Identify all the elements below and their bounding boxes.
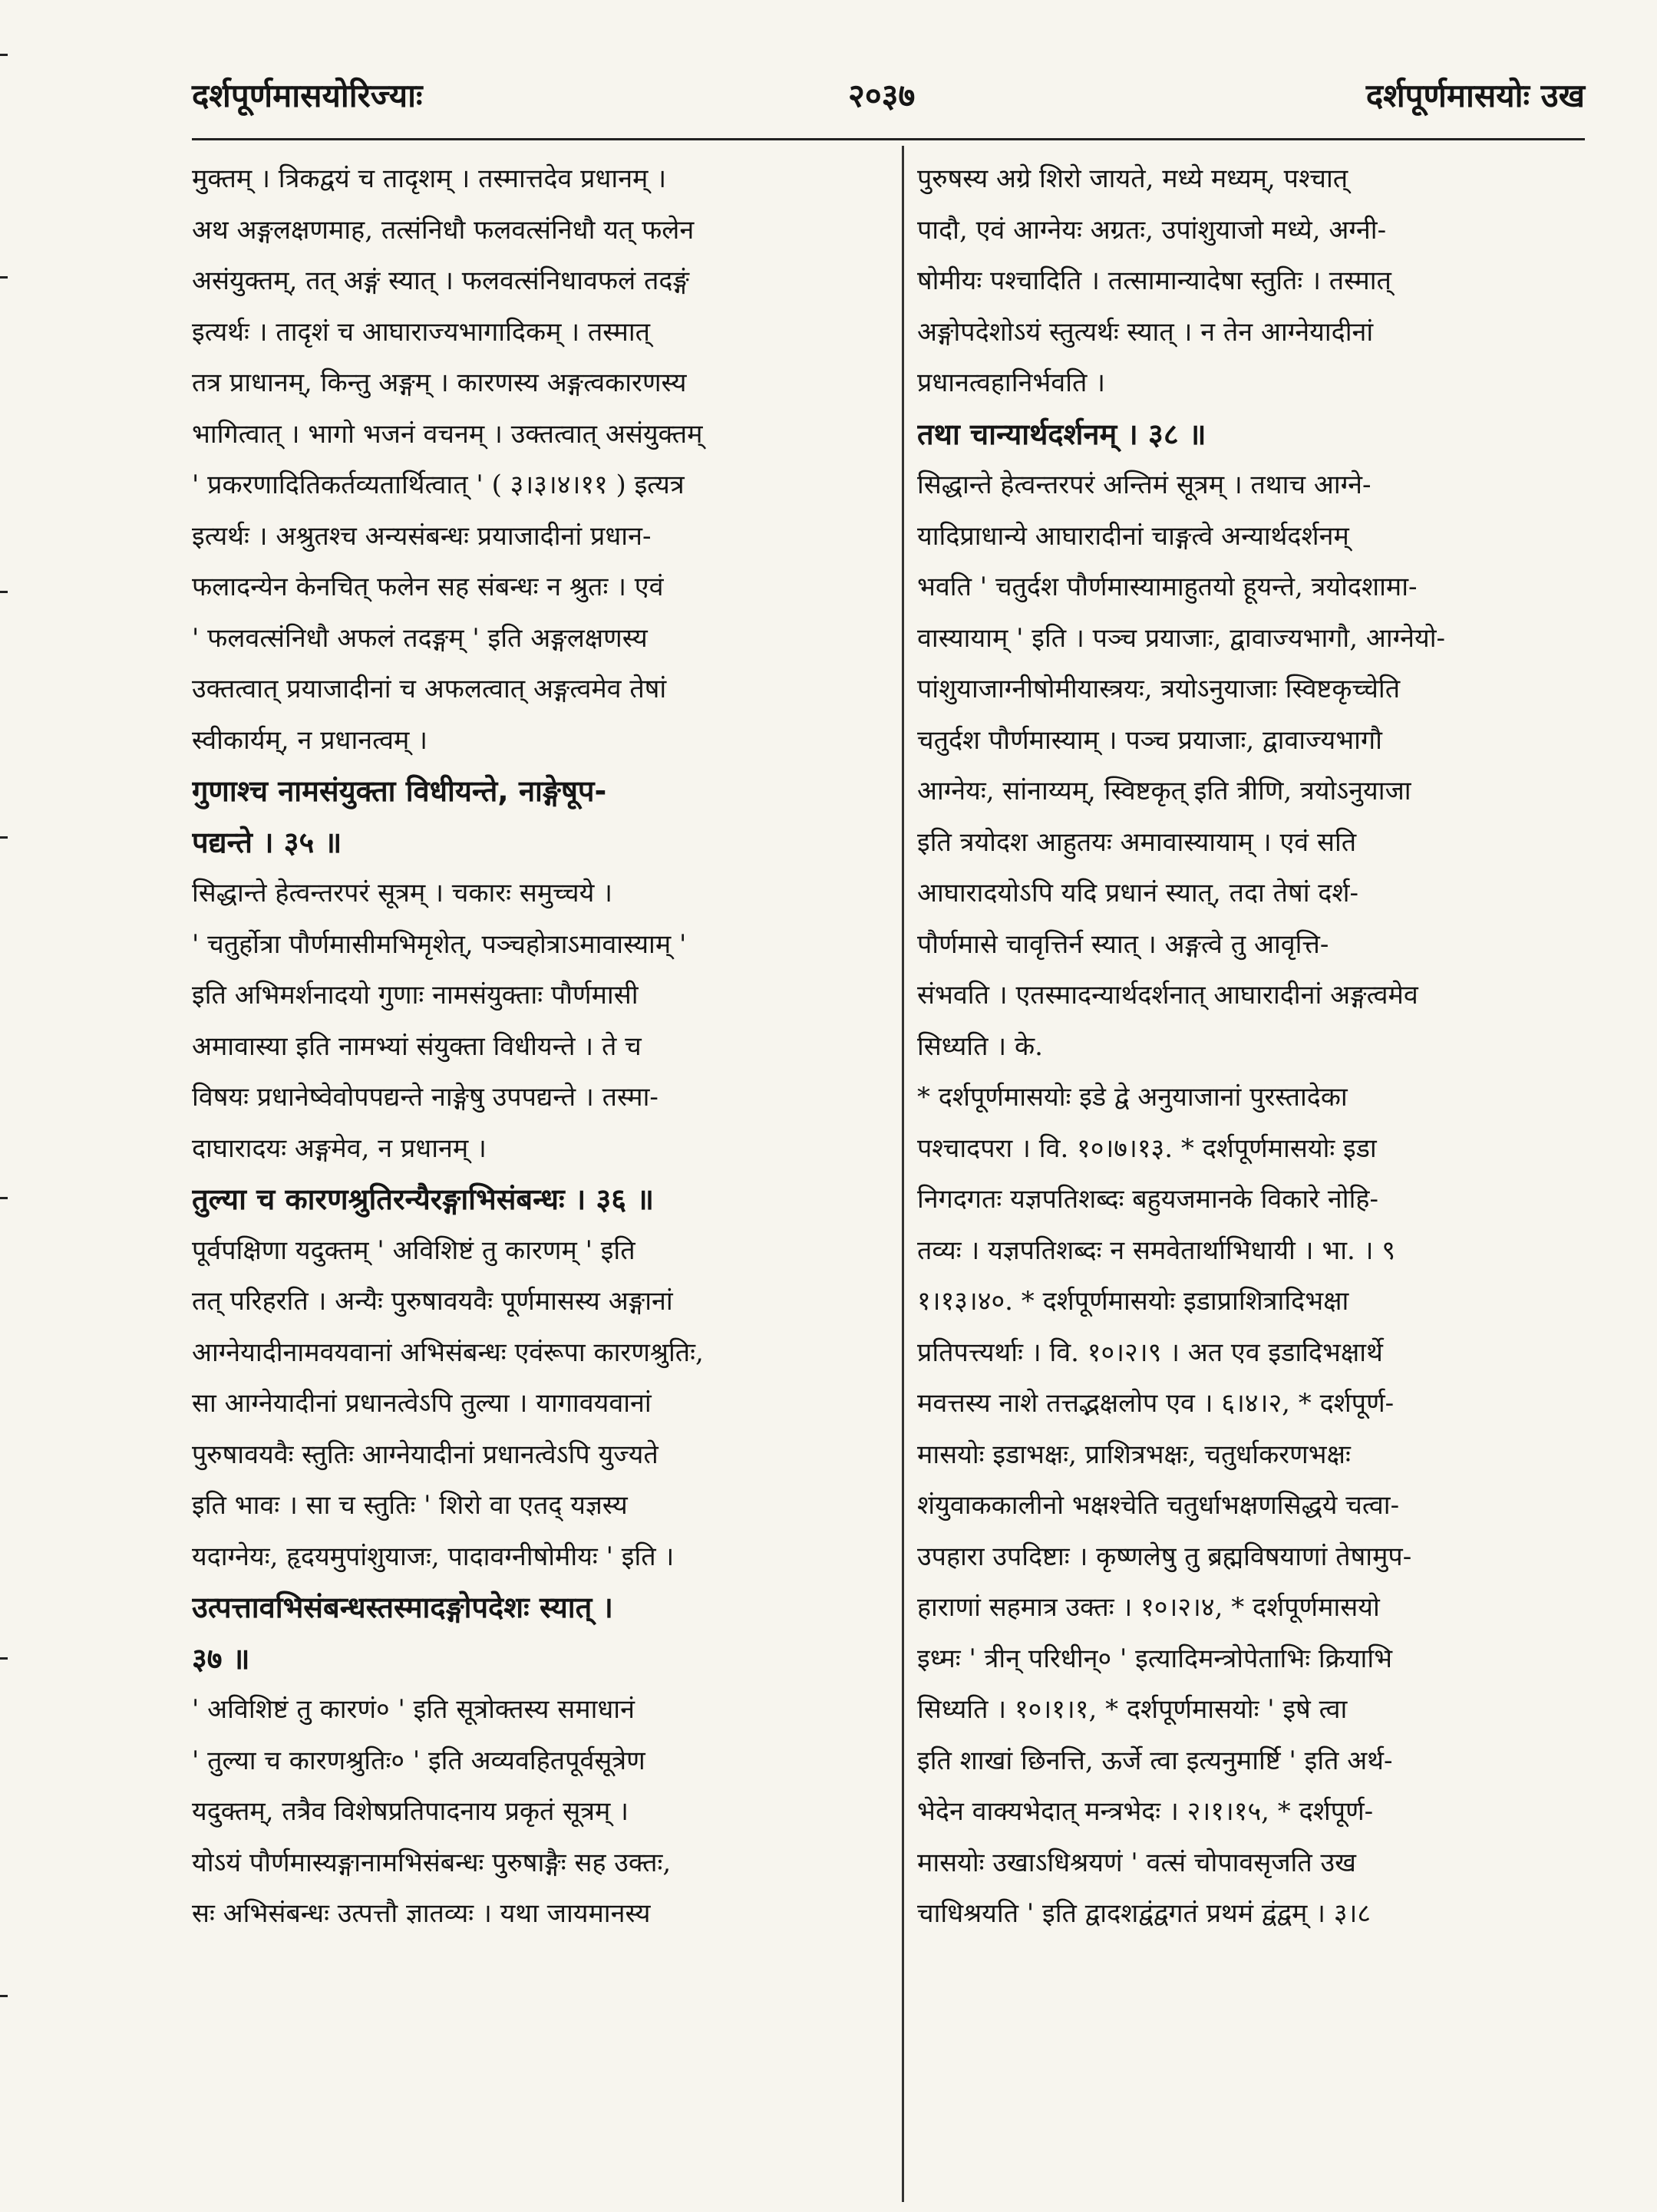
text-line: चतुर्दश पौर्णमास्याम् । पञ्च प्रयाजाः, द्वावाज्यभागौ xyxy=(917,724,1382,756)
text-line: इति शाखां छिनत्ति, ऊर्जे त्वा इत्यनुमार्ष्टि ' इति अर्थ- xyxy=(917,1745,1393,1776)
text-line: ' अविशिष्टं तु कारणं० ' इति सूत्रोक्तस्य समाधानं xyxy=(192,1694,635,1725)
sutra-line: ३७ ॥ xyxy=(192,1641,250,1676)
text-line: तत्र प्राधानम्, किन्तु अङ्गम् । कारणस्य अङ्गत्वकारणस्य xyxy=(192,368,687,398)
edge-mark xyxy=(0,1197,8,1199)
text-line: शंयुवाककालीनो भक्षश्चेति चतुर्धाभक्षणसिद्धये चत्वा- xyxy=(917,1490,1400,1521)
text-line: पुरुषस्य अग्रे शिरो जायते, मध्ये मध्यम्, पश्चात् xyxy=(917,163,1348,194)
text-line: मुक्तम् । त्रिकद्वयं च तादृशम् । तस्मात्तदेव प्रधानम् । xyxy=(192,163,667,194)
text-line: सिद्धान्ते हेत्वन्तरपरं सूत्रम् । चकारः समुच्चये । xyxy=(192,878,612,908)
column-divider xyxy=(902,146,904,2202)
text-line: आघारादयोऽपि यदि प्रधानं स्यात्, तदा तेषां दर्श- xyxy=(917,878,1358,908)
text-line: फलादन्येन केनचित् फलेन सह संबन्धः न श्रुतः । एवं xyxy=(192,572,664,602)
text-line: तव्यः । यज्ञपतिशब्दः न समवेतार्थाभिधायी । भा. । ९ xyxy=(917,1235,1396,1266)
text-line: इति त्रयोदश आहुतयः अमावास्यायाम् । एवं सति xyxy=(917,826,1357,858)
text-line: ' फलवत्संनिधौ अफलं तदङ्गम् ' इति अङ्गलक्षणस्य xyxy=(192,622,648,654)
sutra-line: गुणाश्च नामसंयुक्ता विधीयन्ते, नाङ्गेषूप- xyxy=(192,774,607,808)
text-line: सिध्यति । १०।१।१, * दर्शपूर्णमासयोः ' इषे त्वा xyxy=(917,1694,1348,1725)
text-line: भागित्वात् । भागो भजनं वचनम् । उक्तत्वात् असंयुक्तम् xyxy=(192,418,703,450)
text-line: १।१३।४०. * दर्शपूर्णमासयोः इडाप्राशित्रादिभक्षा xyxy=(917,1286,1349,1317)
text-line: पांशुयाजाग्नीषोमीयास्त्रयः, त्रयोऽनुयाजाः स्विष्टकृच्चेति xyxy=(917,674,1401,704)
text-line: विषयः प्रधानेष्वेवोपपद्यन्ते नाङ्गेषु उपपद्यन्ते । तस्मा- xyxy=(192,1082,659,1113)
text-line: मवत्तस्य नाशे तत्तद्भक्षलोप एव । ६।४।२, * दर्शपूर्ण- xyxy=(917,1388,1395,1419)
text-line: इत्यर्थः । अश्रुतश्च अन्यसंबन्धः प्रयाजादीनां प्रधान- xyxy=(192,520,652,552)
text-line: वास्यायाम् ' इति । पञ्च प्रयाजाः, द्वावाज्यभागौ, आग्नेयो- xyxy=(917,622,1446,654)
text-line: यादिप्राधान्ये आघारादीनां चाङ्गत्वे अन्यार्थदर्शनम् xyxy=(917,520,1349,552)
text-line: मासयोः इडाभक्षः, प्राशित्रभक्षः, चतुर्धाकरणभक्षः xyxy=(917,1439,1351,1470)
page-header xyxy=(192,73,1585,127)
text-line: ' चतुर्होत्रा पौर्णमासीमभिमृशेत्, पञ्चहोत्राऽमावास्याम् ' xyxy=(192,928,687,960)
page-number: २०३७ xyxy=(848,77,916,114)
text-line: निगदगतः यज्ञपतिशब्दः बहुयजमानके विकारे नोहि- xyxy=(917,1184,1378,1215)
sutra-line: तथा चान्यार्थदर्शनम् । ३८ ॥ xyxy=(917,417,1206,451)
text-line: ' तुल्या च कारणश्रुतिः० ' इति अव्यवहितपूर्वसूत्रेण xyxy=(192,1745,645,1776)
text-line: आग्नेयः, सांनाय्यम्, स्विष्टकृत् इति त्रीणि, त्रयोऽनुयाजा xyxy=(917,776,1411,806)
sutra-line: तुल्या च कारणश्रुतिरन्यैरङ्गाभिसंबन्धः । ३६ ॥ xyxy=(192,1182,655,1216)
text-line: यदाग्नेयः, हृदयमुपांशुयाजः, पादावग्नीषोमीयः ' इति । xyxy=(192,1541,675,1572)
edge-mark xyxy=(0,591,8,593)
text-line: पादौ, एवं आग्नेयः अग्रतः, उपांशुयाजो मध्ये, अग्नी- xyxy=(917,214,1387,246)
edge-mark xyxy=(0,836,8,839)
text-line: भेदेन वाक्यभेदात् मन्त्रभेदः । २।१।१५, * दर्शपूर्ण- xyxy=(917,1796,1374,1827)
text-line: पौर्णमासे चावृत्तिर्न स्यात् । अङ्गत्वे तु आवृत्ति- xyxy=(917,928,1329,960)
text-line: तत् परिहरति । अन्यैः पुरुषावयवैः पूर्णमासस्य अङ्गानां xyxy=(192,1286,673,1317)
text-line: पुरुषावयवैः स्तुतिः आग्नेयादीनां प्रधानत्वेऽपि युज्यते xyxy=(192,1439,659,1470)
sutra-line: पद्यन्ते । ३५ ॥ xyxy=(192,825,342,859)
text-line: इति भावः । सा च स्तुतिः ' शिरो वा एतद् यज्ञस्य xyxy=(192,1490,628,1521)
text-line: उपहारा उपदिष्टाः । कृष्णलेषु तु ब्रह्मविषयाणां तेषामुप- xyxy=(917,1541,1412,1572)
text-line: आग्नेयादीनामवयवानां अभिसंबन्धः एवंरूपा कारणश्रुतिः, xyxy=(192,1337,704,1368)
text-line: इति अभिमर्शनादयो गुणाः नामसंयुक्ताः पौर्णमासी xyxy=(192,980,639,1010)
text-line: मासयोः उखाऽधिश्रयणं ' वत्सं चोपावसृजति उख xyxy=(917,1847,1356,1878)
text-line: उक्तत्वात् प्रयाजादीनां च अफलत्वात् अङ्गत्वमेव तेषां xyxy=(192,674,667,704)
left-column xyxy=(192,153,879,2194)
text-line: सा आग्नेयादीनां प्रधानत्वेऽपि तुल्या । यागावयवानां xyxy=(192,1388,652,1419)
running-title-right: दर्शपूर्णमासयोः उख xyxy=(1365,77,1585,114)
text-line: अङ्गोपदेशोऽयं स्तुत्यर्थः स्यात् । न तेन आग्नेयादीनां xyxy=(917,316,1374,348)
text-line: इत्यर्थः । तादृशं च आघाराज्यभागादिकम् । तस्मात् xyxy=(192,316,651,348)
text-line: अथ अङ्गलक्षणमाह, तत्संनिधौ फलवत्संनिधौ यत् फलेन xyxy=(192,214,695,246)
running-title-left: दर्शपूर्णमासयोरिज्याः xyxy=(192,77,423,114)
right-column xyxy=(917,153,1585,2194)
text-line: यदुक्तम्, तत्रैव विशेषप्रतिपादनाय प्रकृतं सूत्रम् । xyxy=(192,1796,629,1827)
text-line: दाघारादयः अङ्गमेव, न प्रधानम् । xyxy=(192,1132,487,1164)
header-rule xyxy=(192,138,1585,140)
text-line: पश्चादपरा । वि. १०।७।१३. * दर्शपूर्णमासयोः इडा xyxy=(917,1132,1377,1164)
text-line: इध्मः ' त्रीन् परिधीन्० ' इत्यादिमन्त्रोपेताभिः क्रियाभि xyxy=(917,1643,1393,1674)
sutra-line: उत्पत्तावभिसंबन्धस्तस्मादङ्गोपदेशः स्यात् । xyxy=(192,1591,613,1624)
edge-mark xyxy=(0,1995,8,1997)
text-line: सिद्धान्ते हेत्वन्तरपरं अन्तिमं सूत्रम् । तथाच आग्ने- xyxy=(917,470,1371,500)
edge-mark xyxy=(0,276,8,279)
text-line: प्रधानत्वहानिर्भवति । xyxy=(917,368,1106,398)
text-line: असंयुक्तम्, तत् अङ्गं स्यात् । फलवत्संनिधावफलं तदङ्गं xyxy=(192,265,689,296)
text-line: सः अभिसंबन्धः उत्पत्तौ ज्ञातव्यः । यथा जायमानस्य xyxy=(192,1898,651,1929)
text-line: ' प्रकरणादितिकर्तव्यतार्थित्वात् ' ( ३।३।४।११ ) इत्यत्र xyxy=(192,470,685,500)
text-line: स्वीकार्यम्, न प्रधानत्वम् । xyxy=(192,724,428,756)
edge-mark xyxy=(0,54,8,56)
text-line: अमावास्या इति नामभ्यां संयुक्ता विधीयन्ते । ते च xyxy=(192,1030,642,1062)
text-line: पूर्वपक्षिणा यदुक्तम् ' अविशिष्टं तु कारणम् ' इति xyxy=(192,1235,635,1266)
edge-mark xyxy=(0,1657,8,1660)
text-line: संभवति । एतस्मादन्यार्थदर्शनात् आघारादीनां अङ्गत्वमेव xyxy=(917,980,1418,1010)
text-line: चाधिश्रयति ' इति द्वादशद्वंद्वगतं प्रथमं द्वंद्वम् । ३।८ xyxy=(917,1898,1371,1929)
text-line: योऽयं पौर्णमास्यङ्गानामभिसंबन्धः पुरुषाङ्गैः सह उक्तः, xyxy=(192,1847,672,1878)
text-line: हाराणां सहमात्र उक्तः । १०।२।४, * दर्शपूर्णमासयो xyxy=(917,1592,1380,1623)
text-line: प्रतिपत्त्यर्थाः । वि. १०।२।९ । अत एव इडादिभक्षार्थे xyxy=(917,1337,1383,1368)
text-line: * दर्शपूर्णमासयोः इडे द्वे अनुयाजानां पुरस्तादेका xyxy=(917,1082,1348,1113)
text-line: षोमीयः पश्चादिति । तत्सामान्यादेषा स्तुतिः । तस्मात् xyxy=(917,265,1391,296)
text-line: सिध्यति । के. xyxy=(917,1030,1043,1062)
text-line: भवति ' चतुर्दश पौर्णमास्यामाहुतयो हूयन्ते, त्रयोदशामा- xyxy=(917,572,1418,602)
